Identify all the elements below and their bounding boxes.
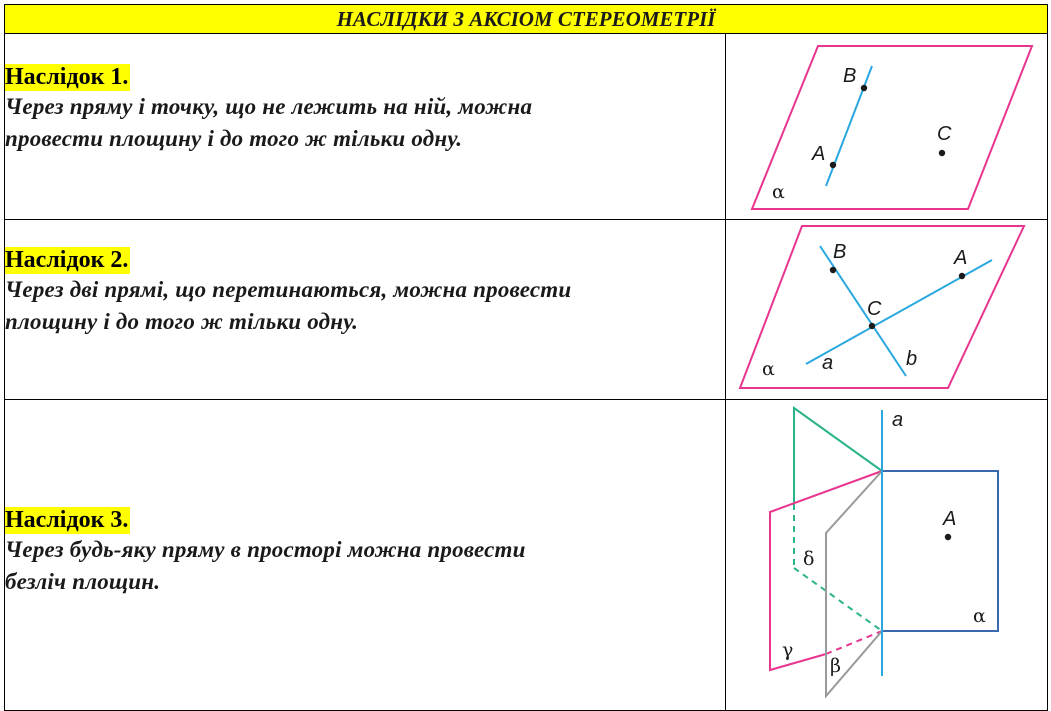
table-row [5,34,1048,220]
label-b: B [843,65,857,87]
label-c: C [937,123,952,145]
label-beta: β [830,655,841,677]
label-a: A [954,247,968,269]
corollary-1-line-1: Через пряму і точку, що не лежить на ній, можна [5,94,533,119]
corollary-1-figure [726,34,1048,220]
label-c: C [867,298,882,320]
table-row [5,220,1048,400]
label-line-a: a [892,409,904,431]
corollary-3-line-1: Через будь-яку пряму в просторі можна провести [5,537,526,562]
corollary-3-figure [726,400,1048,711]
table-row [5,400,1048,711]
label-alpha: α [762,358,775,380]
corollary-2-line-1: Через дві прямі, що перетинаються, можна провести [5,277,572,302]
point-c [869,323,875,329]
plane-delta [794,408,882,504]
label-b: B [833,241,847,263]
label-alpha: α [973,605,986,627]
label-line-a: a [822,352,834,374]
figure-pencil-of-planes [726,400,1046,705]
label-line-b: b [906,348,918,370]
label-point-a: A [943,508,957,530]
point-c [939,150,945,156]
plane-alpha [752,46,1032,209]
corollary-1-line-2: провести площину і до того ж тільки одну. [5,126,463,151]
table-title: НАСЛІДКИ З АКСІОМ СТЕРЕОМЕТРІЇ [5,5,1048,34]
point-b [830,267,836,273]
corollary-2-figure [726,220,1048,400]
corollary-1-label: Наслідок 1. [5,64,129,90]
point-b [861,85,867,91]
plane-gamma-hidden [826,631,882,654]
corollary-3-label: Наслідок 3. [5,507,129,533]
figure-plane-line-point [726,34,1046,214]
corollary-2-text [5,220,726,400]
plane-alpha [740,226,1024,388]
label-alpha: α [772,181,785,203]
label-delta: δ [803,548,815,570]
point-a [945,534,951,540]
corollary-2-line-2: площину і до того ж тільки одну. [5,309,359,334]
axioms-table [4,4,1048,711]
label-gamma: γ [782,639,794,661]
corollary-3-line-2: безліч площин. [5,569,161,594]
point-a [830,162,836,168]
label-a: A [812,143,826,165]
figure-two-intersecting-lines [726,220,1046,394]
corollary-2-label: Наслідок 2. [5,247,129,273]
corollary-3-text [5,400,726,711]
corollary-1-text [5,34,726,220]
point-a [959,273,965,279]
plane-delta-hidden-2 [794,568,882,631]
